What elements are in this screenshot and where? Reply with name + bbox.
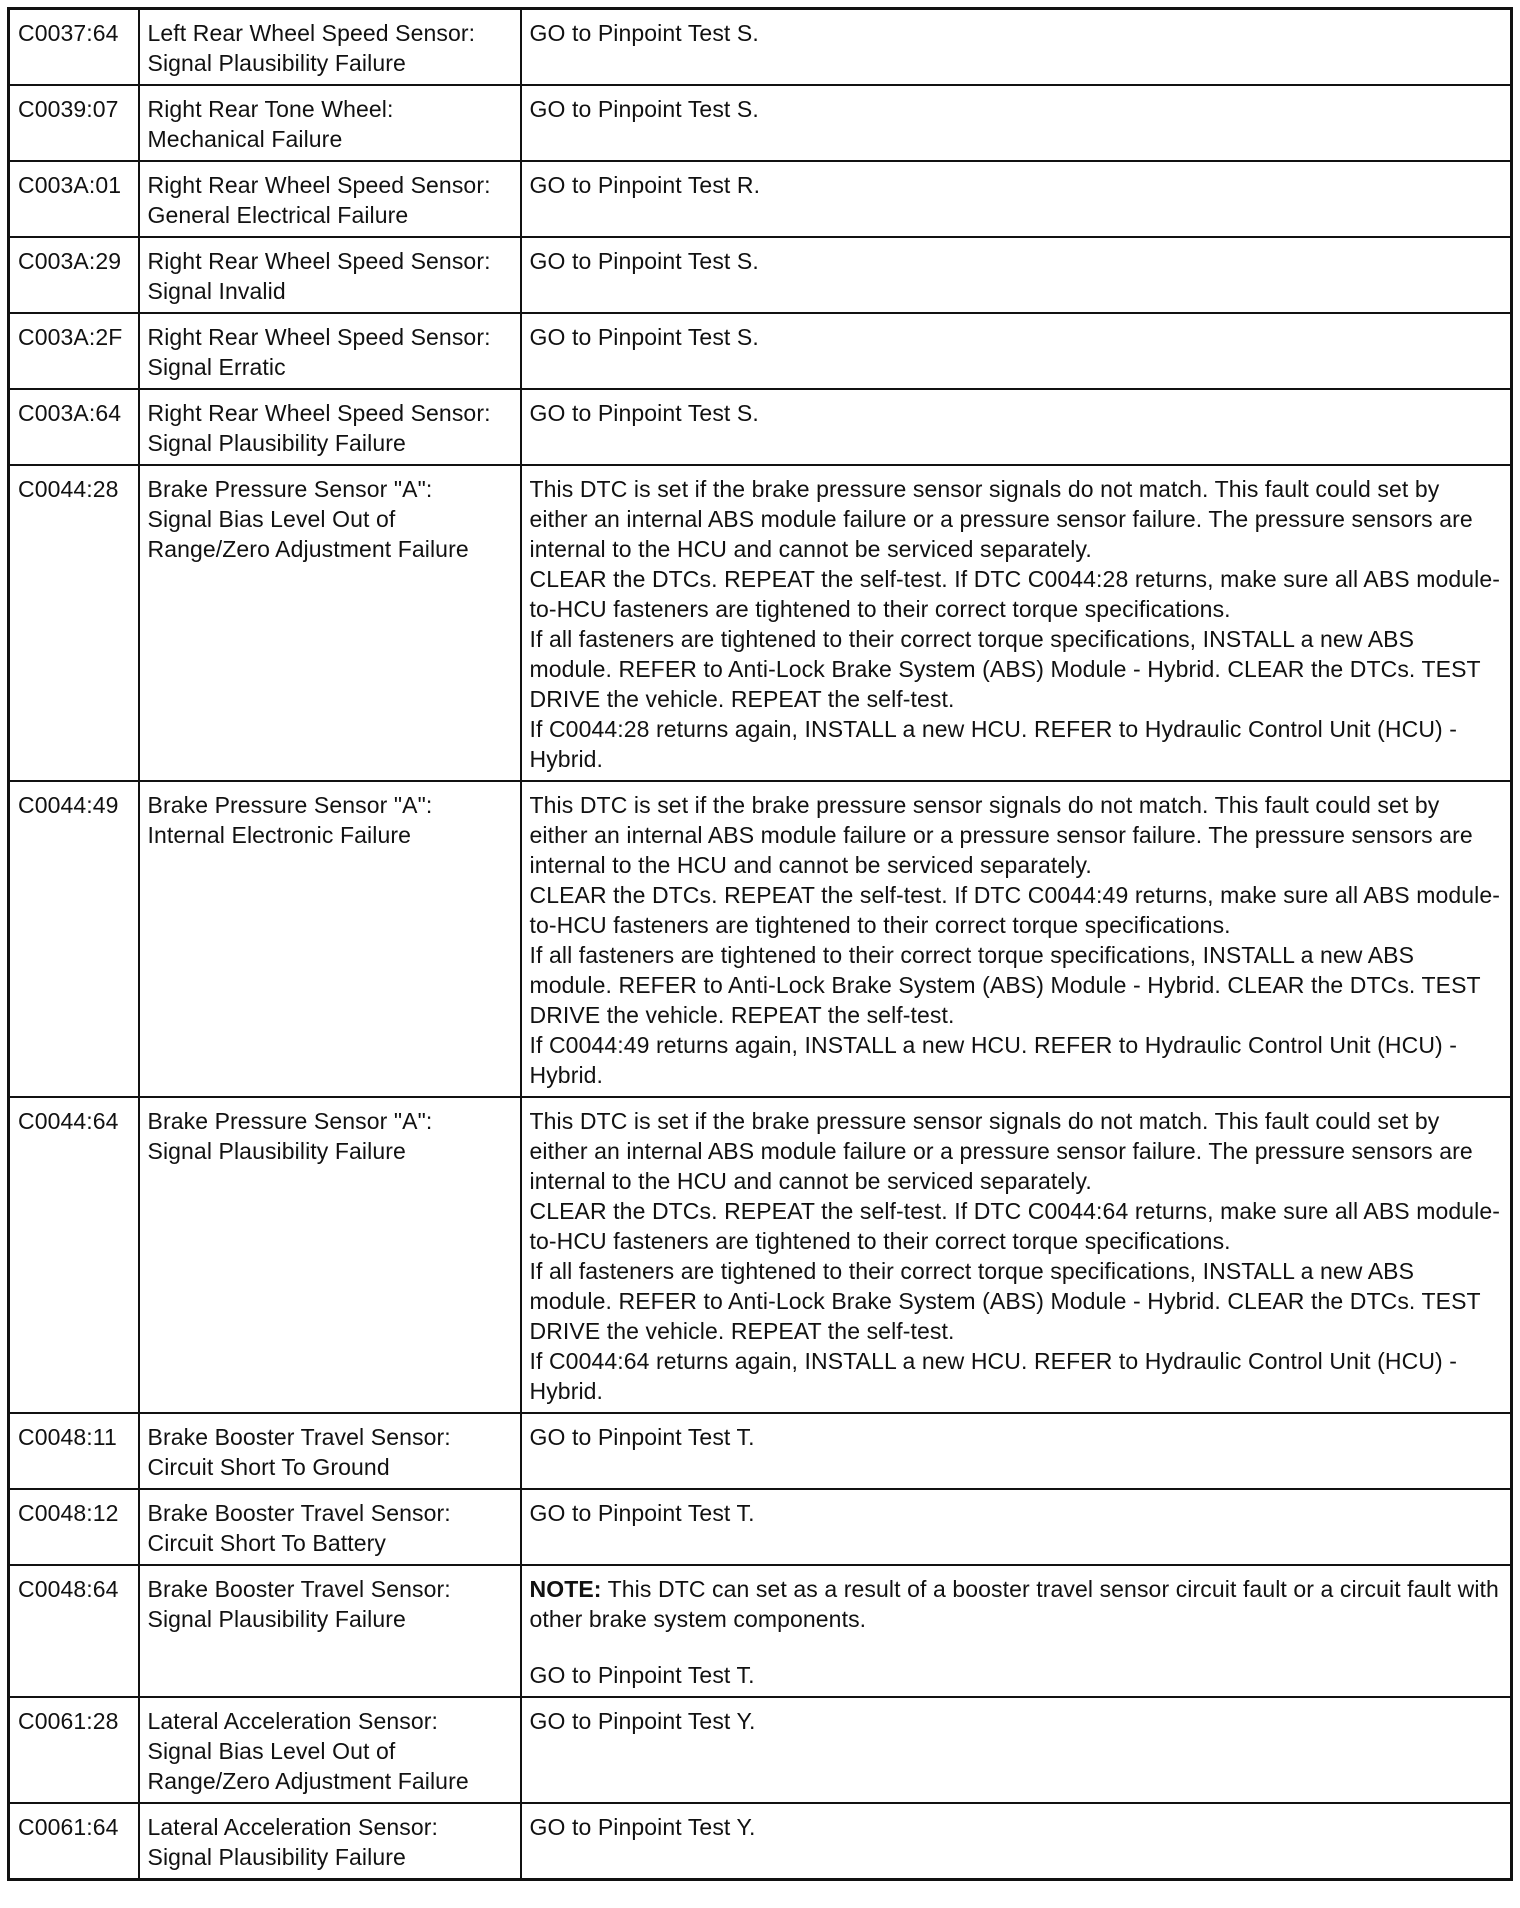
dtc-action: GO to Pinpoint Test Y. [521,1697,1512,1803]
dtc-description: Lateral Acceleration Sensor: Signal Bias Level Out of Range/Zero Adjustment Failure [139,1697,521,1803]
table-row [9,781,1512,1097]
dtc-code: C0048:11 [9,1413,139,1489]
pinpoint-test-reference: GO to Pinpoint Test T. [529,1662,755,1688]
dtc-action: GO to Pinpoint Test T. [521,1489,1512,1565]
dtc-action: This DTC is set if the brake pressure sensor signals do not match. This fault could set by either an internal ABS module failure or a pressure sensor failure. The pressure sensors are internal to the HCU and cannot be serviced separately. CLEAR the DTCs. REPEAT the self-test. If DTC C0044:49 returns, make sure all ABS module-to-HCU fasteners are tightened to their correct torque specifications. If all fasteners are tightened to their correct torque specifications, INSTALL a new ABS module. REFER to Anti-Lock Brake System (ABS) Module - Hybrid. CLEAR the DTCs. TEST DRIVE the vehicle. REPEAT the self-test. If C0044:49 returns again, INSTALL a new HCU. REFER to Hydraulic Control Unit (HCU) - Hybrid. [521,781,1512,1097]
table-row [9,1413,1512,1489]
dtc-description: Lateral Acceleration Sensor: Signal Plausibility Failure [139,1803,521,1880]
table-row [9,313,1512,389]
table-row [9,1097,1512,1413]
dtc-code: C0037:64 [9,9,139,86]
dtc-description: Right Rear Wheel Speed Sensor: General Electrical Failure [139,161,521,237]
dtc-code: C0039:07 [9,85,139,161]
dtc-action: This DTC is set if the brake pressure sensor signals do not match. This fault could set by either an internal ABS module failure or a pressure sensor failure. The pressure sensors are internal to the HCU and cannot be serviced separately. CLEAR the DTCs. REPEAT the self-test. If DTC C0044:64 returns, make sure all ABS module-to-HCU fasteners are tightened to their correct torque specifications. If all fasteners are tightened to their correct torque specifications, INSTALL a new ABS module. REFER to Anti-Lock Brake System (ABS) Module - Hybrid. CLEAR the DTCs. TEST DRIVE the vehicle. REPEAT the self-test. If C0044:64 returns again, INSTALL a new HCU. REFER to Hydraulic Control Unit (HCU) - Hybrid. [521,1097,1512,1413]
dtc-code: C0044:28 [9,465,139,781]
table-row [9,1803,1512,1880]
table-row [9,237,1512,313]
dtc-action: GO to Pinpoint Test S. [521,313,1512,389]
dtc-code: C0044:64 [9,1097,139,1413]
dtc-code: C0048:12 [9,1489,139,1565]
dtc-description: Right Rear Wheel Speed Sensor: Signal Erratic [139,313,521,389]
dtc-code: C0044:49 [9,781,139,1097]
table-row [9,9,1512,86]
dtc-action: This DTC is set if the brake pressure sensor signals do not match. This fault could set by either an internal ABS module failure or a pressure sensor failure. The pressure sensors are internal to the HCU and cannot be serviced separately. CLEAR the DTCs. REPEAT the self-test. If DTC C0044:28 returns, make sure all ABS module-to-HCU fasteners are tightened to their correct torque specifications. If all fasteners are tightened to their correct torque specifications, INSTALL a new ABS module. REFER to Anti-Lock Brake System (ABS) Module - Hybrid. CLEAR the DTCs. TEST DRIVE the vehicle. REPEAT the self-test. If C0044:28 returns again, INSTALL a new HCU. REFER to Hydraulic Control Unit (HCU) - Hybrid. [521,465,1512,781]
dtc-action: GO to Pinpoint Test S. [521,9,1512,86]
dtc-code: C003A:01 [9,161,139,237]
dtc-code: C0048:64 [9,1565,139,1697]
dtc-action: GO to Pinpoint Test S. [521,237,1512,313]
dtc-code: C0061:64 [9,1803,139,1880]
dtc-description: Brake Booster Travel Sensor: Circuit Short To Ground [139,1413,521,1489]
table-row [9,1565,1512,1697]
dtc-action: GO to Pinpoint Test T. [521,1413,1512,1489]
dtc-description: Left Rear Wheel Speed Sensor: Signal Plausibility Failure [139,9,521,86]
table-row [9,389,1512,465]
dtc-description: Brake Booster Travel Sensor: Circuit Short To Battery [139,1489,521,1565]
dtc-description: Right Rear Tone Wheel: Mechanical Failure [139,85,521,161]
dtc-action: GO to Pinpoint Test S. [521,389,1512,465]
table-row [9,1489,1512,1565]
note-label: NOTE: [529,1576,602,1602]
dtc-code: C003A:2F [9,313,139,389]
table-row [9,465,1512,781]
dtc-description: Brake Booster Travel Sensor: Signal Plausibility Failure [139,1565,521,1697]
note [530,1574,1503,1634]
dtc-action [521,1565,1512,1697]
dtc-description: Right Rear Wheel Speed Sensor: Signal Plausibility Failure [139,389,521,465]
dtc-code: C003A:64 [9,389,139,465]
dtc-action: GO to Pinpoint Test Y. [521,1803,1512,1880]
dtc-code: C003A:29 [9,237,139,313]
dtc-description: Brake Pressure Sensor "A": Signal Plausibility Failure [139,1097,521,1413]
dtc-action: GO to Pinpoint Test R. [521,161,1512,237]
dtc-description: Right Rear Wheel Speed Sensor: Signal Invalid [139,237,521,313]
dtc-description: Brake Pressure Sensor "A": Internal Electronic Failure [139,781,521,1097]
dtc-table [7,7,1513,1881]
table-row [9,1697,1512,1803]
table-row [9,85,1512,161]
table-row [9,161,1512,237]
dtc-description: Brake Pressure Sensor "A": Signal Bias Level Out of Range/Zero Adjustment Failure [139,465,521,781]
note-text: This DTC can set as a result of a booster travel sensor circuit fault or a circuit fault with other brake system components. [529,1576,1499,1632]
dtc-code: C0061:28 [9,1697,139,1803]
dtc-action: GO to Pinpoint Test S. [521,85,1512,161]
